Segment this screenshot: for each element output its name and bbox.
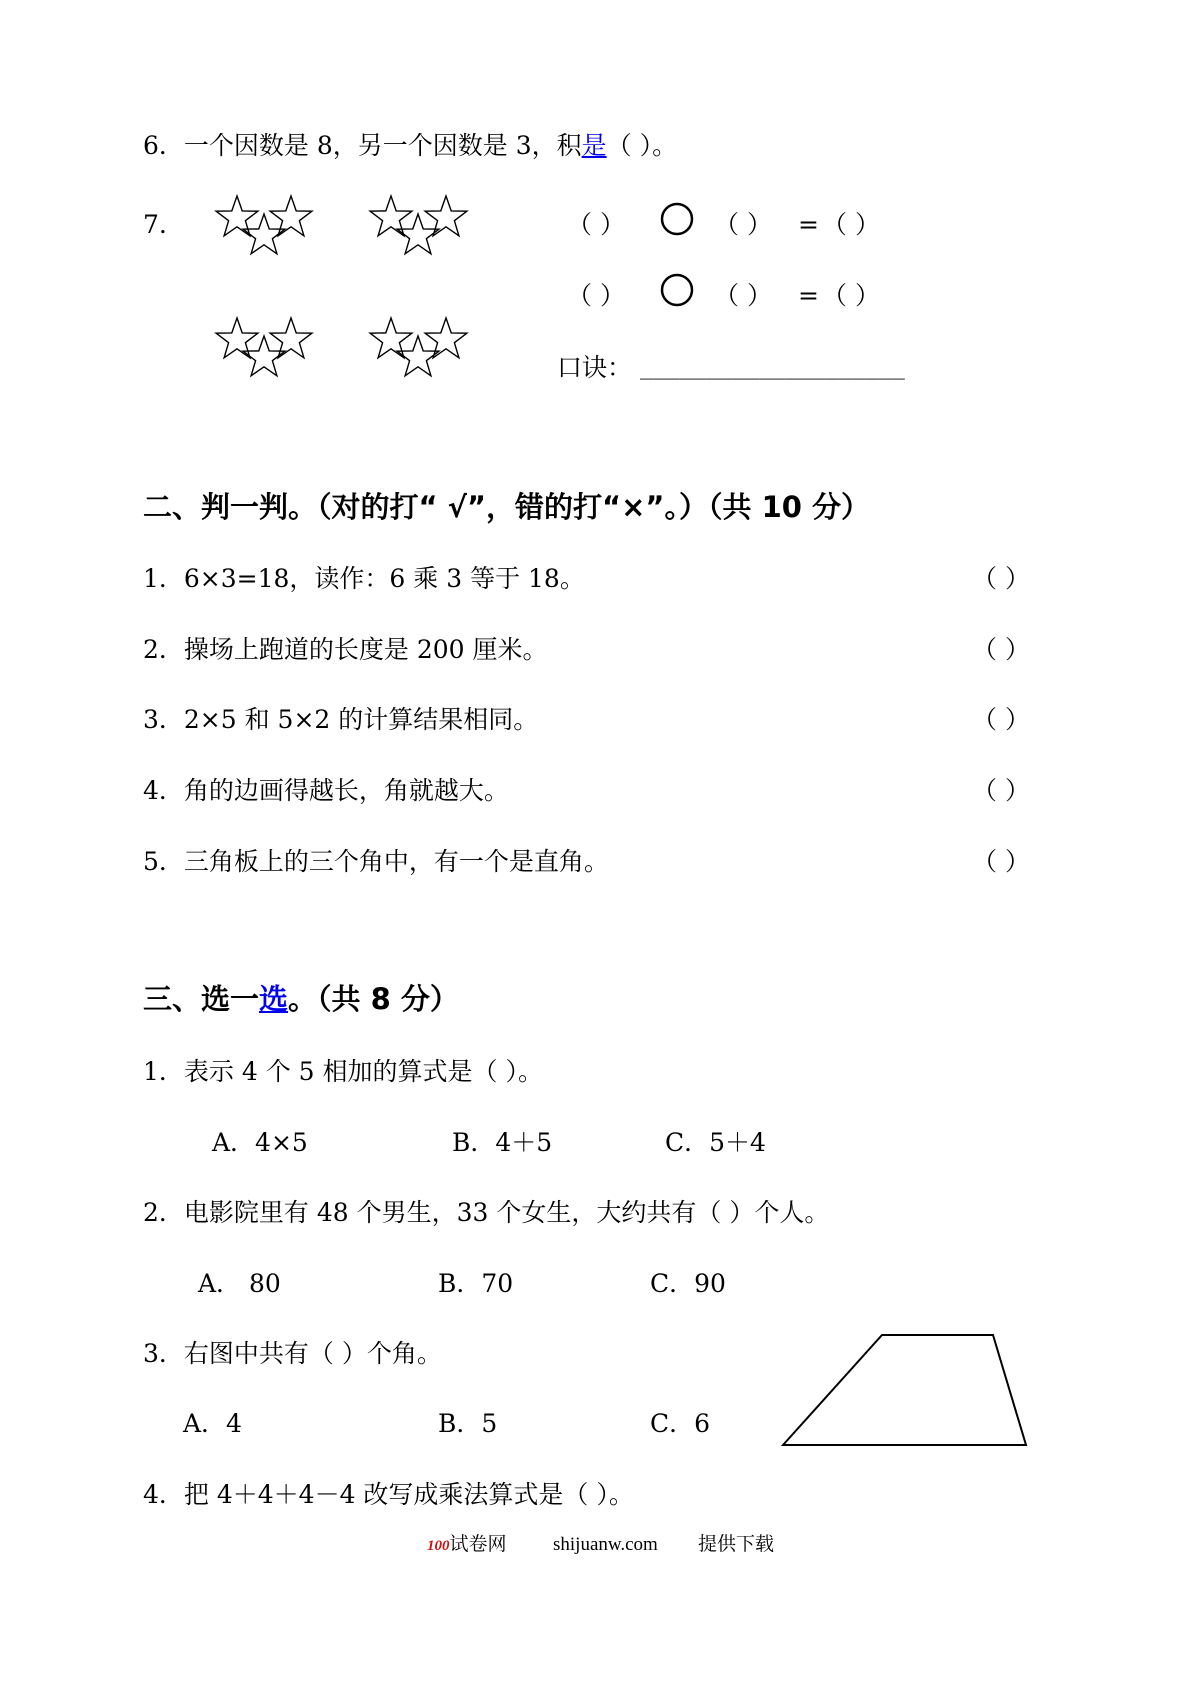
star-group-2	[370, 196, 467, 254]
circle-operator-icon	[662, 275, 692, 305]
star-icon	[270, 318, 312, 358]
eq1-equals: =	[798, 210, 819, 239]
star-icon	[270, 196, 312, 236]
judge-item-4: 4．角的边画得越长，角就越大。	[143, 776, 509, 805]
question-7-number: 7.	[143, 210, 167, 239]
choice-q2-option-b: B．70	[438, 1269, 514, 1298]
star-icon	[397, 336, 439, 376]
judge-item-4-blank: （ ）	[972, 776, 1030, 805]
section-3-heading-link[interactable]: 选	[259, 982, 289, 1016]
section-3-heading-prefix: 三、选一	[143, 982, 260, 1016]
eq2-right-blank: （ ）	[822, 281, 880, 310]
star-icon	[243, 336, 285, 376]
eq2-mid-blank: （ ）	[714, 281, 772, 310]
footer-logo-text: 试卷网	[449, 1534, 507, 1555]
footer-logo	[427, 1535, 507, 1554]
star-group-3	[216, 318, 312, 376]
choice-q1: 1．表示 4 个 5 相加的算式是（ ）。	[143, 1057, 543, 1086]
trapezoid-figure	[783, 1335, 1026, 1445]
star-icon	[243, 214, 285, 254]
judge-item-2: 2．操场上跑道的长度是 200 厘米。	[143, 635, 548, 664]
star-group-4	[370, 318, 467, 376]
star-icon	[425, 318, 467, 358]
circle-operator-icon	[662, 204, 692, 234]
star-icon	[370, 318, 412, 358]
choice-q3-option-c: C．6	[650, 1409, 711, 1438]
eq2-equals: =	[798, 281, 819, 310]
judge-item-5: 5．三角板上的三个角中，有一个是直角。	[143, 847, 609, 876]
judge-item-3-blank: （ ）	[972, 705, 1030, 734]
choice-q3: 3．右图中共有（ ）个角。	[143, 1339, 442, 1368]
star-icon	[370, 196, 412, 236]
eq2-left-blank: （ ）	[567, 281, 625, 310]
section-3-heading-suffix: 。（共 8 分）	[288, 982, 459, 1016]
choice-q2: 2．电影院里有 48 个男生，33 个女生，大约共有（ ）个人。	[143, 1198, 830, 1227]
question-6-link[interactable]: 是	[581, 131, 607, 160]
question-6-answer-blank: （ ）。	[606, 131, 678, 160]
koujue-label: 口诀：	[557, 353, 633, 382]
judge-item-2-blank: （ ）	[972, 635, 1030, 664]
question-6-text: 6．一个因数是 8，另一个因数是 3，积	[143, 131, 582, 160]
choice-q1-option-a: A．4×5	[212, 1128, 308, 1157]
choice-q3-option-b: B．5	[438, 1409, 498, 1438]
footer-logo-number: 100	[427, 1538, 450, 1554]
judge-item-1-blank: （ ）	[972, 564, 1030, 593]
section-3-heading	[143, 982, 459, 1016]
eq1-left-blank: （ ）	[567, 210, 625, 239]
eq1-right-blank: （ ）	[822, 210, 880, 239]
eq1-mid-blank: （ ）	[714, 210, 772, 239]
judge-item-1: 1．6×3=18，读作：6 乘 3 等于 18。	[143, 564, 585, 593]
star-icon	[216, 318, 258, 358]
footer-note: 提供下载	[698, 1534, 775, 1555]
judge-item-5-blank: （ ）	[972, 847, 1030, 876]
star-icon	[425, 196, 467, 236]
choice-q4: 4．把 4＋4＋4－4 改写成乘法算式是（ ）。	[143, 1480, 634, 1509]
choice-q2-option-c: C．90	[650, 1269, 726, 1298]
judge-item-3: 3．2×5 和 5×2 的计算结果相同。	[143, 705, 539, 734]
footer-site[interactable]: shijuanw.com	[553, 1534, 658, 1555]
choice-q3-option-a: A．4	[183, 1409, 242, 1438]
choice-q2-option-a: A． 80	[198, 1269, 281, 1298]
section-2-heading: 二、判一判。（对的打“ √”，错的打“×”。）（共 10 分）	[143, 490, 871, 524]
choice-q1-option-c: C．5＋4	[665, 1128, 766, 1157]
koujue-blank: ____________________	[640, 355, 905, 380]
star-group-1	[216, 196, 312, 254]
choice-q1-option-b: B．4＋5	[452, 1128, 553, 1157]
star-icon	[216, 196, 258, 236]
star-icon	[397, 214, 439, 254]
